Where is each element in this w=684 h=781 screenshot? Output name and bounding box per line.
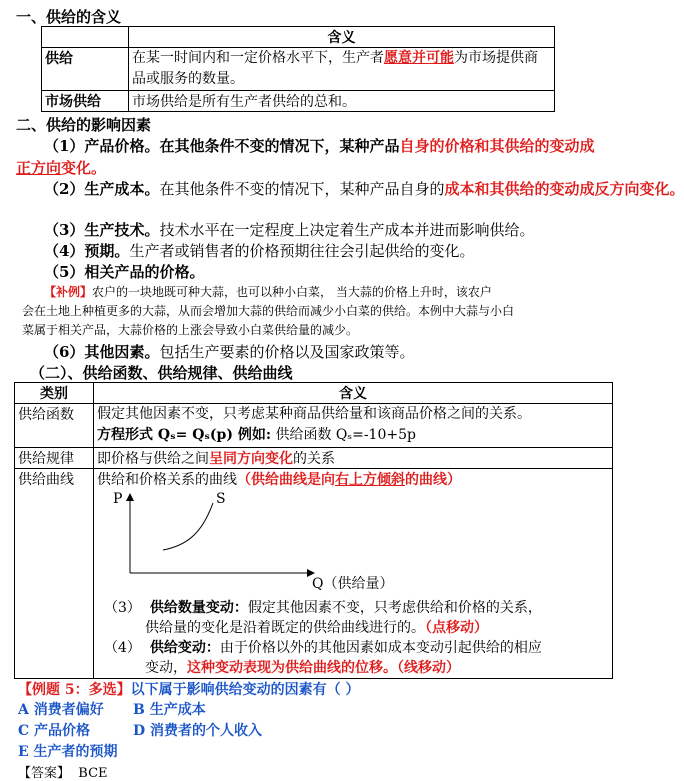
factor-2: （2）生产成本。在其他条件不变的情况下，某种产品自身的成本和其供给的变动成反方向变化。 <box>44 180 684 198</box>
factor-4: （4）预期。生产者或销售者的价格预期往往会引起供给的变化。 <box>44 242 475 260</box>
supplement-line1: 【补例】农户的一块地既可种大蒜，也可以种小白菜， 当大蒜的价格上升时，该农户 <box>44 285 492 299</box>
supply-curve <box>163 503 213 550</box>
term-law: 供给规律 <box>15 448 94 469</box>
supply-definition-table <box>41 26 555 112</box>
question-stem: 【例题 5：多选】以下属于影响供给变动的因素有（ ） <box>18 682 360 698</box>
def-supply: 在某一时间内和一定价格水平下，生产者愿意并可能为市场提供商品或服务的数量。 <box>129 48 555 91</box>
factor-1-cont: 正方向变化。 <box>16 159 107 177</box>
answer: 【答案】 BCE <box>18 766 108 781</box>
header-def: 含义 <box>94 383 613 404</box>
supplement-line3: 菜属于相关产品，大蒜价格的上涨会导致小白菜供给量的减少。 <box>22 323 359 337</box>
axis-label-p: P <box>113 491 123 507</box>
curve-point-3-cont: 供给量的变化是沿着既定的供给曲线进行的。（点移动） <box>145 620 488 636</box>
axis-label-q: Q（供给量） <box>312 576 394 592</box>
price-axis-arrow <box>126 493 134 501</box>
axis-label-s: S <box>216 491 226 507</box>
term-function: 供给函数 <box>15 404 94 448</box>
term-market-supply: 市场供给 <box>42 91 129 112</box>
def-curve: 供给和价格关系的曲线（供给曲线是向右上方倾斜的曲线） <box>94 469 613 679</box>
curve-point-4-cont: 变动，这种变动表现为供给曲线的位移。（线移动） <box>145 660 460 676</box>
section3-title: （二）、供给函数、供给规律、供给曲线 <box>30 364 293 382</box>
factor-3: （3）生产技术。技术水平在一定程度上决定着生产成本并进而影响供给。 <box>44 221 535 239</box>
curve-point-4: （4） 供给变动：由于价格以外的其他因素如成本变动引起供给的相应 <box>104 640 542 656</box>
option-b[interactable]: B 生产成本 <box>133 702 206 718</box>
supplement-line2: 会在土地上种植更多的大蒜，从而会增加大蒜的供给而减少小白菜的供给。本例中大蒜与小白 <box>22 304 515 318</box>
option-a[interactable]: A 消费者偏好 <box>18 702 104 718</box>
factor-5: （5）相关产品的价格。 <box>44 263 205 281</box>
factor-6: （6）其他因素。包括生产要素的价格以及国家政策等。 <box>44 343 415 361</box>
def-law: 即价格与供给之间呈同方向变化的关系 <box>94 448 613 469</box>
header-type: 类别 <box>15 383 94 404</box>
term-curve: 供给曲线 <box>15 469 94 679</box>
def-market-supply: 市场供给是所有生产者供给的总和。 <box>129 91 555 112</box>
option-c[interactable]: C 产品价格 <box>18 723 91 739</box>
def-function: 假定其他因素不变，只考虑某种商品供给量和该商品价格之间的关系。 方程形式 Qₛ= Qₛ(p) 例如: 供给函数 Qₛ=-10+5p <box>94 404 613 448</box>
table-corner <box>42 27 129 48</box>
option-e[interactable]: E 生产者的预期 <box>18 744 118 760</box>
section2-title: 二、供给的影响因素 <box>16 116 152 134</box>
curve-point-3: （3） 供给数量变动：假定其他因素不变，只考虑供给和价格的关系， <box>104 600 542 616</box>
option-d[interactable]: D 消费者的个人收入 <box>133 723 263 739</box>
section1-title: 一、供给的含义 <box>16 8 122 26</box>
table-header-meaning: 含义 <box>129 27 555 48</box>
factor-1: （1）产品价格。在其他条件不变的情况下，某种产品自身的价格和其供给的变动成 <box>44 137 595 155</box>
term-supply: 供给 <box>42 48 129 91</box>
